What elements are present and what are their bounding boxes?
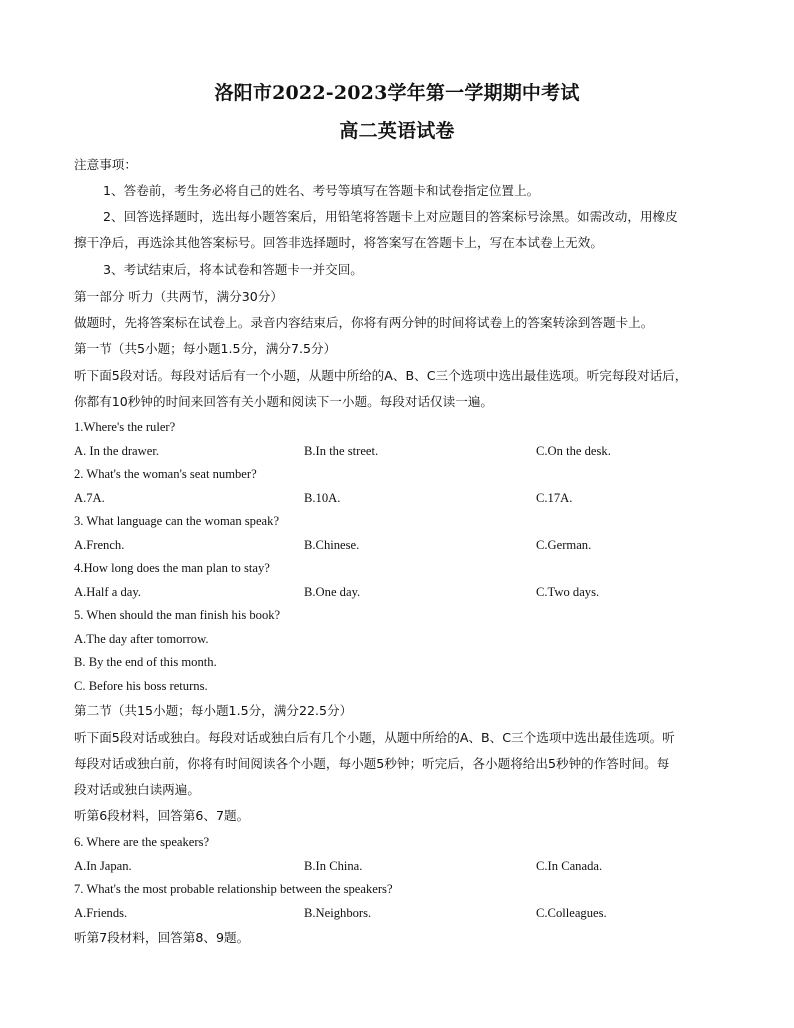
question-7-options	[74, 906, 734, 922]
question-5-option-b: B. By the end of this month.	[74, 655, 217, 669]
question-2-options	[74, 491, 734, 507]
question-6: 6. Where are the speakers?	[74, 835, 210, 849]
section1-instruction-2: 你都有10秒钟的时间来回答有关小题和阅读下一小题。每段对话仅读一遍。	[74, 394, 494, 409]
note-2a: 2、回答选择题时，选出每小题答案后，用铅笔将答题卡上对应题目的答案标号涂黑。如需改动，用橡皮	[103, 209, 678, 224]
note-3: 3、考试结束后，将本试卷和答题卡一并交回。	[103, 262, 363, 277]
section2-instruction-1: 听下面5段对话或独白。每段对话或独白后有几个小题，从题中所给的A、B、C三个选项中选出最佳选项。听	[74, 730, 675, 745]
question-5: 5. When should the man finish his book?	[74, 608, 281, 622]
question-4: 4.How long does the man plan to stay?	[74, 561, 270, 575]
exam-subtitle: 高二英语试卷	[339, 120, 455, 142]
option-a: A.7A.	[74, 491, 105, 505]
option-b: B.Chinese.	[304, 538, 360, 552]
question-2: 2. What's the woman's seat number?	[74, 467, 257, 481]
option-b: B.One day.	[304, 585, 361, 599]
option-c: C.On the desk.	[536, 444, 611, 458]
exam-title: 洛阳市2022-2023学年第一学期期中考试	[214, 82, 580, 104]
option-a: A.French.	[74, 538, 125, 552]
option-b: B.In China.	[304, 859, 363, 873]
note-1: 1、答卷前，考生务必将自己的姓名、考号等填写在答题卡和试卷指定位置上。	[103, 183, 540, 198]
option-a: A.In Japan.	[74, 859, 132, 873]
note-2b: 擦干净后，再选涂其他答案标号。回答非选择题时，将答案写在答题卡上，写在本试卷上无效。	[74, 235, 603, 250]
question-3-options	[74, 538, 734, 554]
option-a: A.Half a day.	[74, 585, 142, 599]
question-4-options	[74, 585, 734, 601]
option-c: C.In Canada.	[536, 859, 603, 873]
option-a: A.Friends.	[74, 906, 128, 920]
section2-heading: 第二节（共15小题；每小题1.5分，满分22.5分）	[74, 703, 353, 718]
option-c: C.German.	[536, 538, 592, 552]
question-1-options	[74, 444, 734, 460]
option-c: C.Two days.	[536, 585, 600, 599]
question-7: 7. What's the most probable relationship between the speakers?	[74, 882, 393, 896]
option-c: C.Colleagues.	[536, 906, 607, 920]
material-6-heading: 听第6段材料，回答第6、7题。	[74, 808, 250, 823]
option-b: B.In the street.	[304, 444, 379, 458]
section2-instruction-3: 段对话或独白读两遍。	[74, 782, 200, 797]
option-a: A. In the drawer.	[74, 444, 159, 458]
question-5-option-a: A.The day after tomorrow.	[74, 632, 209, 646]
question-6-options	[74, 859, 734, 875]
question-5-option-c: C. Before his boss returns.	[74, 679, 208, 693]
option-b: B.10A.	[304, 491, 341, 505]
part1-instruction: 做题时，先将答案标在试卷上。录音内容结束后，你将有两分钟的时间将试卷上的答案转涂到答题卡上。	[74, 315, 654, 330]
option-c: C.17A.	[536, 491, 573, 505]
part1-heading: 第一部分 听力（共两节，满分30分）	[74, 289, 283, 304]
section1-instruction-1: 听下面5段对话。每段对话后有一个小题，从题中所给的A、B、C三个选项中选出最佳选项。听完每段对话后，	[74, 368, 688, 383]
option-b: B.Neighbors.	[304, 906, 372, 920]
section1-heading: 第一节（共5小题；每小题1.5分，满分7.5分）	[74, 341, 337, 356]
question-1: 1.Where's the ruler?	[74, 420, 176, 434]
question-3: 3. What language can the woman speak?	[74, 514, 280, 528]
notes-heading: 注意事项：	[74, 157, 137, 172]
section2-instruction-2: 每段对话或独白前，你将有时间阅读各个小题，每小题5秒钟；听完后，各小题将给出5秒钟的作答时间。每	[74, 756, 670, 771]
material-7-heading: 听第7段材料，回答第8、9题。	[74, 930, 250, 945]
